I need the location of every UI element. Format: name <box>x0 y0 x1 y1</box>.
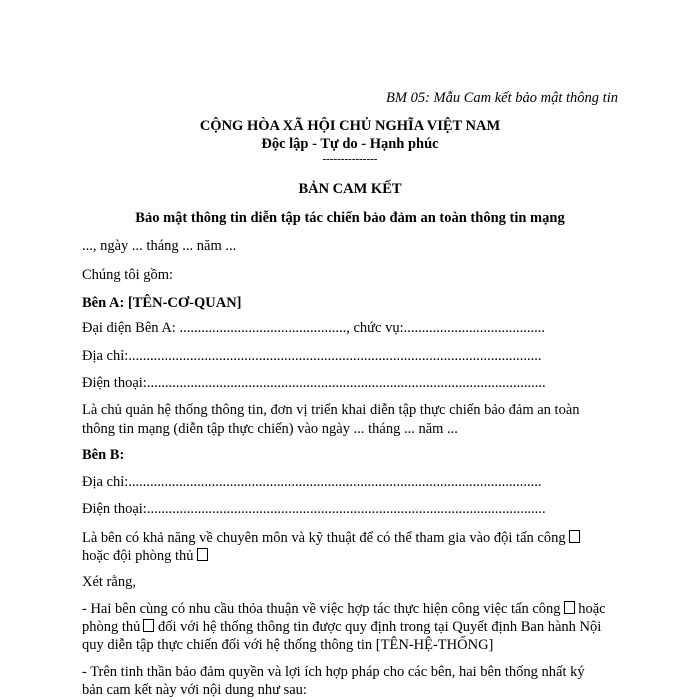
clause1-text2b: đối với hệ thống thông tin được quy định trong tại Quyết định Ban hành Nội <box>158 619 602 635</box>
party-a-address: Địa chỉ:.................................................................................................................. <box>82 348 542 364</box>
party-b-phone: Điện thoại:.............................................................................................................. <box>82 501 546 517</box>
considering-text: Xét rằng, <box>82 574 136 590</box>
motto-divider: --------------- <box>322 153 378 165</box>
clause1-line1 <box>82 600 606 618</box>
party-b-description-text1: Là bên có khả năng về chuyên môn và kỹ thuật để có thể tham gia vào đội tấn công <box>82 530 566 546</box>
date-line: ..., ngày ... tháng ... năm ... <box>82 238 237 254</box>
attack-checkbox-icon <box>564 601 575 614</box>
party-a-representative: Đại diện Bên A: .............................................., chức vụ:....................................... <box>82 320 545 336</box>
party-b-description-line2 <box>82 547 208 565</box>
party-a-description-line2: thông tin mạng (diễn tập thực chiến) vào ngày ... tháng ... năm ... <box>82 421 458 437</box>
party-a-phone: Điện thoại:.............................................................................................................. <box>82 375 546 391</box>
document-title: BẢN CAM KẾT <box>298 181 402 197</box>
defense-team-checkbox-icon <box>197 548 208 561</box>
defense-checkbox-icon <box>143 619 154 632</box>
attack-team-checkbox-icon <box>569 530 580 543</box>
clause1-text1b: hoặc <box>578 601 606 617</box>
party-b-description-line1 <box>82 529 580 547</box>
party-b-address: Địa chỉ:.................................................................................................................. <box>82 474 542 490</box>
form-code: BM 05: Mẫu Cam kết bảo mật thông tin <box>386 90 618 106</box>
clause2-line1: - Trên tinh thần bảo đảm quyền và lợi ích hợp pháp cho các bên, hai bên thống nhất ký <box>82 664 585 680</box>
clause1-text1: - Hai bên cùng có nhu cầu thỏa thuận về việc hợp tác thực hiện công việc tấn công <box>82 601 561 617</box>
clause1-line2 <box>82 618 601 636</box>
party-b-description-text2: hoặc đội phòng thủ <box>82 548 194 564</box>
document-subtitle: Bảo mật thông tin diễn tập tác chiến bảo đảm an toàn thông tin mạng <box>135 210 565 226</box>
intro-text: Chúng tôi gồm: <box>82 267 174 283</box>
clause2-line2: bản cam kết này với nội dung như sau: <box>82 682 307 698</box>
party-a-heading: Bên A: [TÊN-CƠ-QUAN] <box>82 295 242 311</box>
party-b-heading: Bên B: <box>82 447 125 463</box>
party-a-description-line1: Là chủ quản hệ thống thông tin, đơn vị triển khai diễn tập thực chiến bảo đảm an toàn <box>82 402 580 418</box>
motto: Độc lập - Tự do - Hạnh phúc <box>261 136 439 152</box>
country-heading: CỘNG HÒA XÃ HỘI CHỦ NGHĨA VIỆT NAM <box>199 118 501 134</box>
clause1-text2a: phòng thủ <box>82 619 141 635</box>
clause1-line3: quy diễn tập thực chiến đối với hệ thống thông tin [TÊN-HỆ-THỐNG] <box>82 637 494 653</box>
